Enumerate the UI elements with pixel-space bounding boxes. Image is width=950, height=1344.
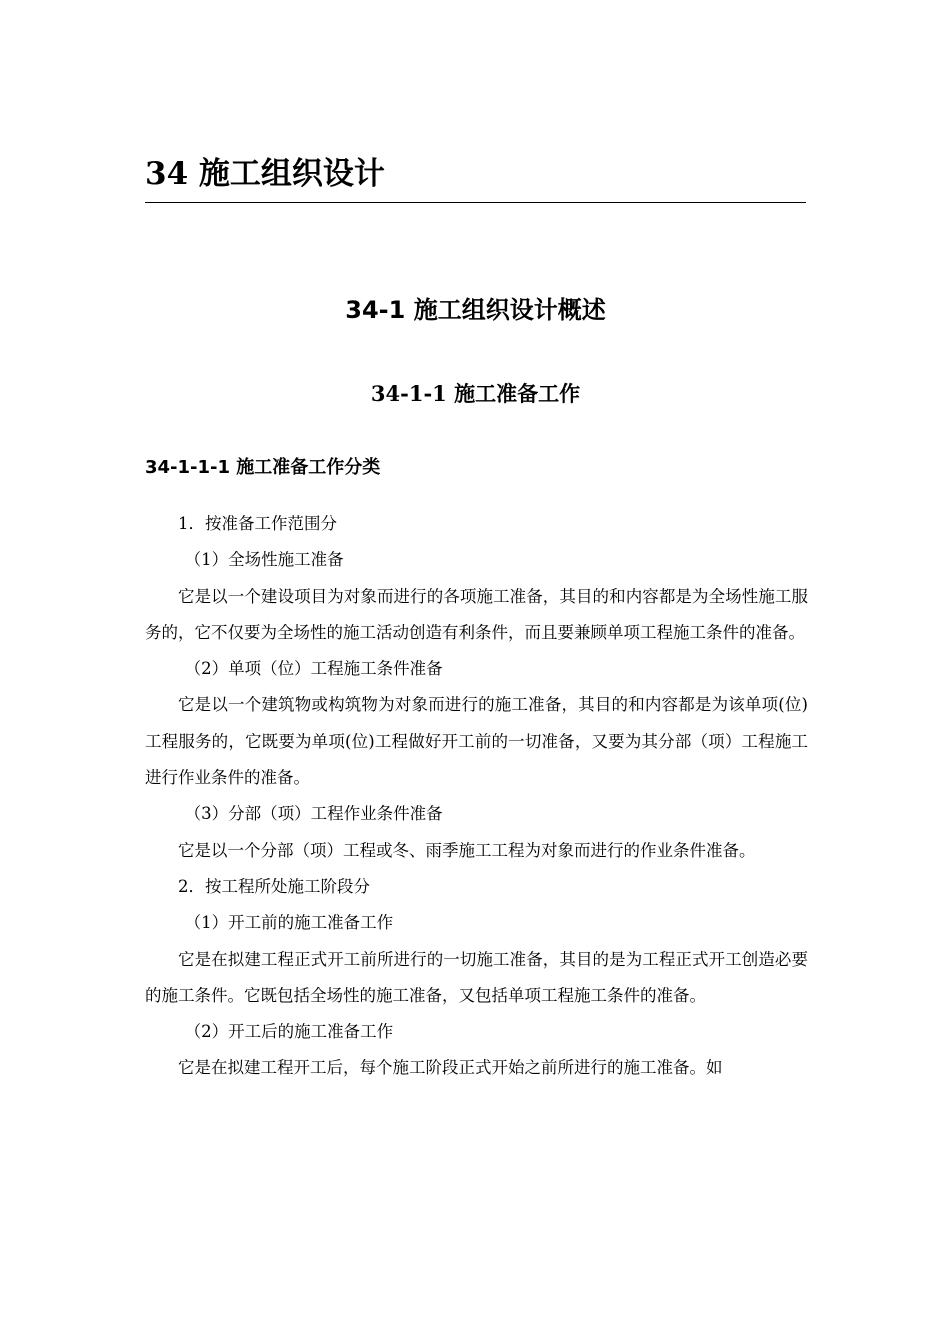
list-subheading: （3）分部（项）工程作业条件准备: [184, 804, 443, 824]
list-subheading: （1）开工前的施工准备工作: [184, 913, 394, 933]
paragraph: 它是以一个建筑物或构筑物为对象而进行的施工准备，其目的和内容都是为该单项(位)工程服务的，它既要为单项(位)工程做好开工前的一切准备，又要为其分部（项）工程施工进行作业条件的准备。: [145, 695, 808, 788]
paragraph: 它是以一个分部（项）工程或冬、雨季施工工程为对象而进行的作业条件准备。: [178, 840, 756, 860]
list-subheading: （2）单项（位）工程施工条件准备: [184, 659, 443, 679]
section-title: 34-1 施工组织设计概述: [345, 296, 606, 324]
subsubsection-title: 34-1-1-1 施工准备工作分类: [145, 457, 381, 478]
chapter-title-underline: [145, 202, 806, 203]
list-heading: 1．按准备工作范围分: [178, 514, 337, 533]
list-subheading: （1）全场性施工准备: [184, 550, 344, 570]
body-text: [145, 506, 808, 1087]
chapter-title: 34 施工组织设计: [145, 156, 385, 192]
paragraph: 它是以一个建设项目为对象而进行的各项施工准备，其目的和内容都是为全场性施工服务的，它不仅要为全场性的施工活动创造有利条件，而且要兼顾单项工程施工条件的准备。: [145, 586, 808, 642]
paragraph: 它是在拟建工程开工后，每个施工阶段正式开始之前所进行的施工准备。如: [178, 1058, 723, 1078]
list-subheading: （2）开工后的施工准备工作: [184, 1022, 394, 1042]
list-heading: 2．按工程所处施工阶段分: [178, 876, 370, 896]
paragraph: 它是在拟建工程正式开工前所进行的一切施工准备，其目的是为工程正式开工创造必要的施工条件。它既包括全场性的施工准备，又包括单项工程施工条件的准备。: [145, 949, 808, 1005]
subsection-title: 34-1-1 施工准备工作: [370, 381, 581, 406]
